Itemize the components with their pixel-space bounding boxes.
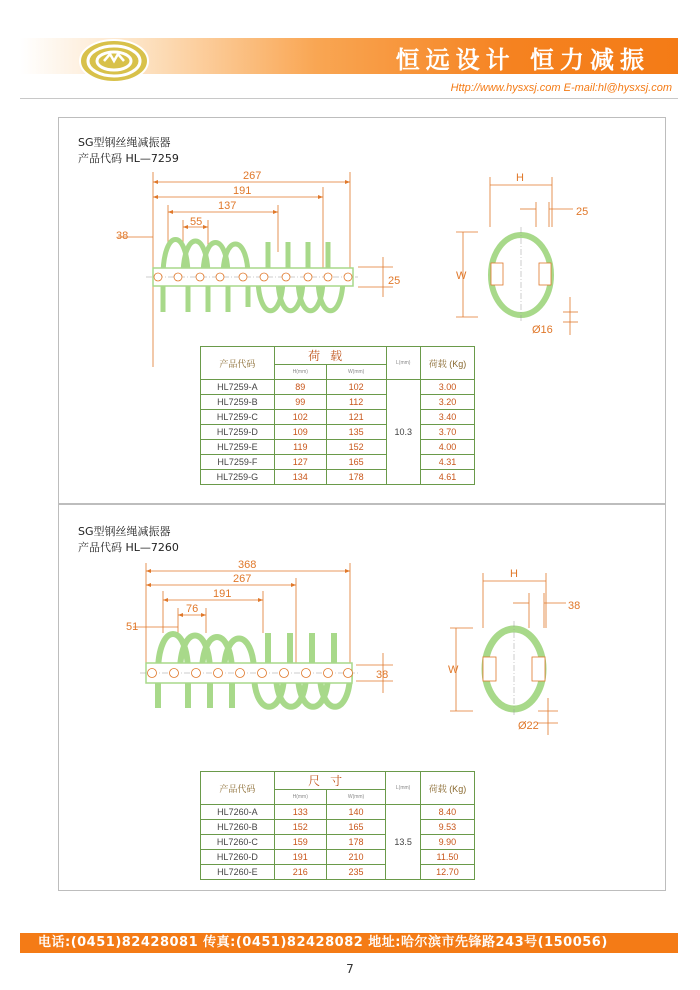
table-row: HL7259-B 99 112 3.20 (201, 395, 475, 410)
product-code: 产品代码 HL—7260 (78, 541, 179, 554)
website-email: Http://www.hysxsj.com E-mail:hl@hysxsj.com (450, 82, 672, 94)
table-row: HL7260-E 216 235 12.70 (201, 865, 475, 880)
dim-side-38: 38 (568, 600, 581, 612)
dim-side-25: 25 (576, 206, 589, 218)
page-number: 7 (346, 962, 354, 976)
product-code: 产品代码 HL—7259 (78, 152, 179, 165)
table-row: HL7260-D 191 210 11.50 (201, 850, 475, 865)
dim-phi: Ø22 (518, 720, 539, 732)
dim-191: 191 (233, 185, 252, 197)
table-row: HL7260-C 159 178 9.90 (201, 835, 475, 850)
product-title: SG型钢丝绳减振器 (78, 136, 171, 149)
dim-55: 55 (190, 216, 203, 228)
footer-contact-bar: 电话:(0451)82428081 传真:(0451)82428082 地址:哈尔滨市先锋路243号(150056) (20, 933, 678, 953)
dim-phi: Ø16 (532, 324, 553, 336)
dim-76: 76 (186, 603, 199, 615)
spec-table-7260: 产品代码 尺寸 L(mm) 荷载 (Kg) H(mm) W(mm) HL7260-A 133 140 13.5 8.40 HL7260-B 152 165 9.53 HL7260-C 159 178 9.90 HL7260-D 191 210 11.50 HL7260-E 216 235 12.70 (200, 771, 475, 880)
table-row: HL7259-G 134 178 4.61 (201, 470, 475, 485)
dim-267: 267 (233, 573, 252, 585)
table-row: HL7259-D 109 135 3.70 (201, 425, 475, 440)
spec-table-7259: 产品代码 荷载 L(mm) 荷载 (Kg) H(mm) W(mm) HL7259-A 89 102 10.3 3.00 HL7259-B 99 112 3.20 HL7259-C 102 121 3.40 HL7259-D 109 135 3.70 HL7259-E 119 152 4.00 HL7259-F 127 165 4.31 HL7259-G 134 178 4.61 (200, 346, 475, 485)
dim-38: 38 (376, 669, 389, 681)
dim-38: 38 (116, 230, 129, 242)
header-rule (20, 98, 678, 99)
table-row: HL7259-F 127 165 4.31 (201, 455, 475, 470)
dim-51: 51 (126, 621, 139, 633)
product-title: SG型钢丝绳减振器 (78, 525, 171, 538)
header-title: 恒远设计 恒力减振 (395, 46, 650, 74)
company-logo (78, 38, 150, 84)
table-row: HL7260-A 133 140 13.5 8.40 (201, 805, 475, 820)
dim-191: 191 (213, 588, 232, 600)
dim-W: W (456, 270, 467, 282)
dim-368: 368 (238, 559, 257, 571)
dim-25: 25 (388, 275, 401, 287)
table-row: HL7260-B 152 165 9.53 (201, 820, 475, 835)
dim-H: H (516, 172, 524, 184)
table-row: HL7259-E 119 152 4.00 (201, 440, 475, 455)
table-row: HL7259-C 102 121 3.40 (201, 410, 475, 425)
dim-267: 267 (243, 170, 262, 182)
dim-H: H (510, 568, 518, 580)
dim-137: 137 (218, 200, 237, 212)
table-row: HL7259-A 89 102 10.3 3.00 (201, 380, 475, 395)
dim-W: W (448, 664, 459, 676)
